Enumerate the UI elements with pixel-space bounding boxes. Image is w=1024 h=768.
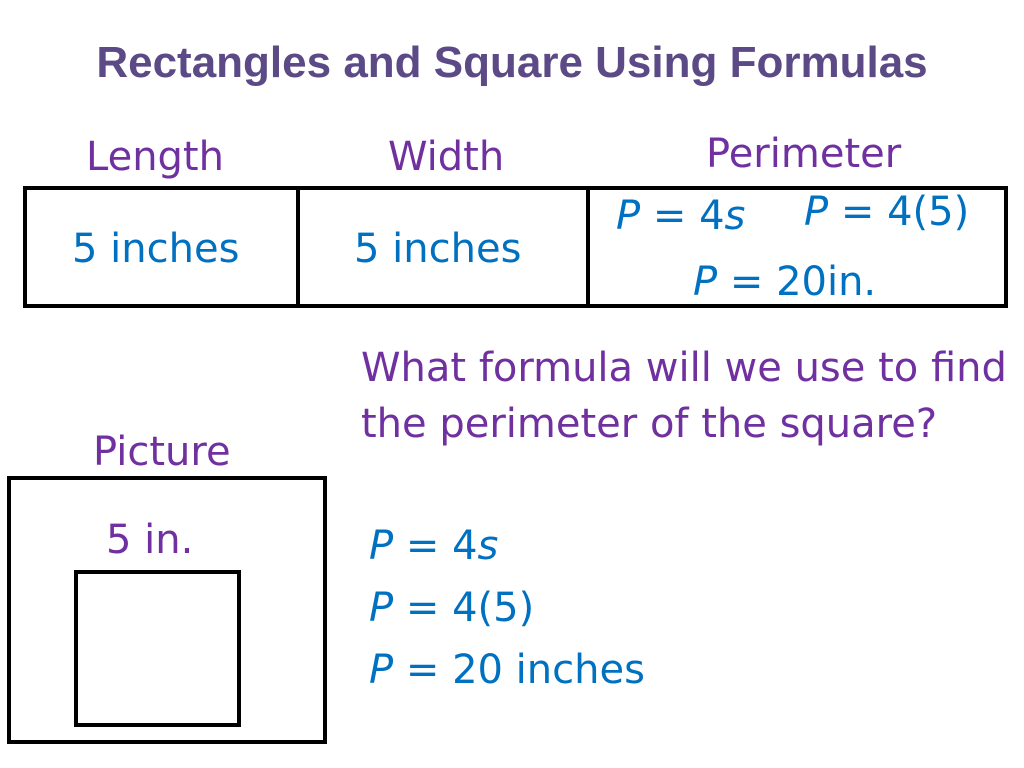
- side-length-label: 5 in.: [106, 517, 194, 563]
- picture-header: Picture: [93, 429, 231, 475]
- perimeter-formula: [616, 193, 746, 239]
- width-header: Width: [388, 134, 505, 180]
- length-value: 5 inches: [72, 226, 240, 272]
- formula-variable: P: [369, 523, 394, 569]
- perimeter-substitution: [804, 189, 970, 235]
- formula-variable: P: [616, 193, 641, 239]
- length-header: Length: [86, 134, 224, 180]
- formula-text: = 4: [393, 523, 478, 569]
- page-title: Rectangles and Square Using Formulas: [96, 38, 928, 87]
- width-value: 5 inches: [354, 226, 522, 272]
- formula-variable: P: [369, 647, 394, 693]
- formula-text: = 4(5): [393, 585, 535, 631]
- table-divider: [296, 186, 300, 308]
- formula-variable: s: [724, 193, 746, 239]
- answer-line-formula: [369, 523, 499, 569]
- answer-line-substitution: [369, 585, 535, 631]
- formula-variable: P: [804, 189, 829, 235]
- formula-text: = 20 inches: [393, 647, 645, 693]
- formula-variable: P: [369, 585, 394, 631]
- formula-text: = 4: [640, 193, 725, 239]
- formula-text: = 4(5): [828, 189, 970, 235]
- formula-variable: s: [477, 523, 499, 569]
- perimeter-header: Perimeter: [706, 131, 902, 177]
- table-divider: [586, 186, 590, 308]
- formula-text: = 20in.: [717, 259, 877, 305]
- answer-line-result: [369, 647, 645, 693]
- question-text: What formula will we use to find the perimeter of the square?: [361, 345, 1007, 447]
- square-shape: [74, 570, 241, 727]
- formula-variable: P: [693, 259, 718, 305]
- perimeter-result: [693, 259, 877, 305]
